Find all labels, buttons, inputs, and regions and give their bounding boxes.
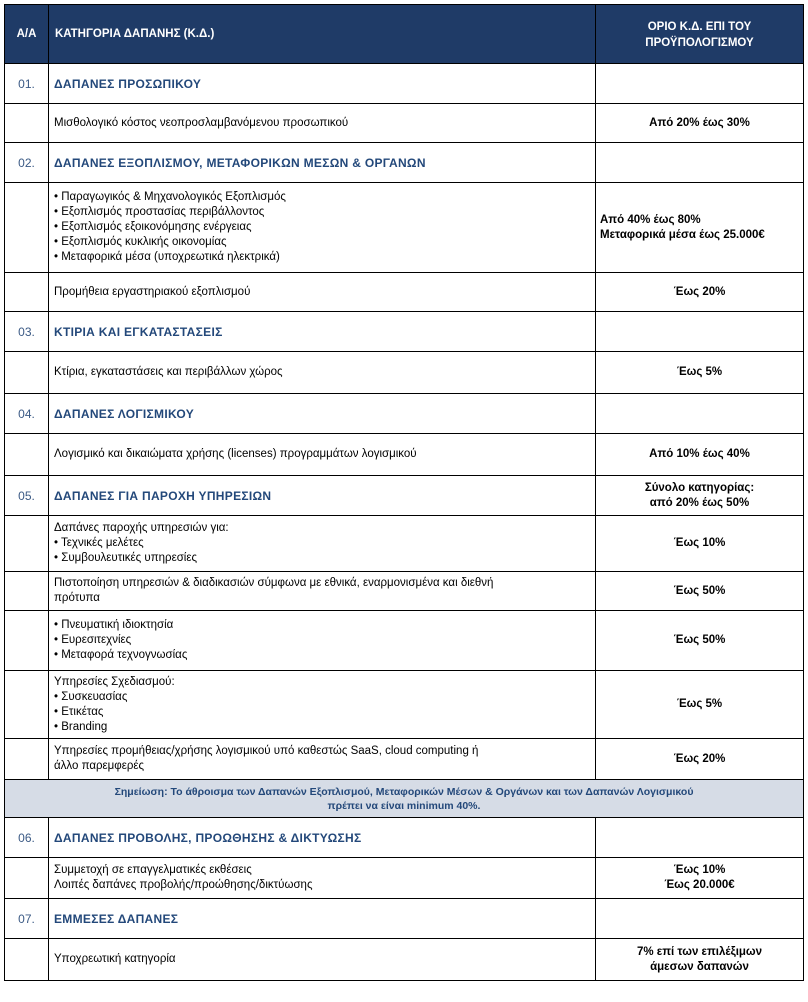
empty-cell xyxy=(5,671,49,739)
expense-limit: Έως 10% xyxy=(596,516,804,572)
empty-cell xyxy=(5,939,49,981)
category-row-03 xyxy=(5,312,804,352)
table-row xyxy=(5,516,804,572)
header-limit-line2: ΠΡΟΫΠΟΛΟΓΙΣΜΟΥ xyxy=(645,37,754,49)
note-line2: πρέπει να είναι minimum 40%. xyxy=(327,799,481,812)
header-limit-line1: ΟΡΙΟ Κ.Δ. ΕΠΙ ΤΟΥ xyxy=(647,21,752,33)
category-number: 06. xyxy=(5,818,49,858)
expense-table-container xyxy=(4,4,803,981)
list-item: • Branding xyxy=(54,720,108,733)
list-item: • Μεταφορικά μέσα (υποχρεωτικά ηλεκτρικά) xyxy=(54,251,280,263)
category-number: 01. xyxy=(5,64,49,104)
expense-description xyxy=(49,611,596,671)
category-limit-line2: από 20% έως 50% xyxy=(649,496,750,509)
category-limit xyxy=(596,312,804,352)
description-line: Δαπάνες παροχής υπηρεσιών για: xyxy=(54,522,229,534)
category-title: ΔΑΠΑΝΕΣ ΠΡΟΒΟΛΗΣ, ΠΡΟΩΘΗΣΗΣ & ΔΙΚΤΥΩΣΗΣ xyxy=(49,818,596,858)
category-title: ΔΑΠΑΝΕΣ ΛΟΓΙΣΜΙΚΟΥ xyxy=(49,394,596,434)
expense-description: Υποχρεωτική κατηγορία xyxy=(49,939,596,981)
table-row xyxy=(5,611,804,671)
table-row xyxy=(5,352,804,394)
empty-cell xyxy=(5,434,49,476)
expense-description xyxy=(49,183,596,273)
list-item: • Ετικέτας xyxy=(54,705,104,718)
description-line: Λοιπές δαπάνες προβολής/προώθησης/δικτύωσης xyxy=(54,879,313,891)
expense-limit: Έως 50% xyxy=(596,611,804,671)
category-title: ΔΑΠΑΝΕΣ ΓΙΑ ΠΑΡΟΧΗ ΥΠΗΡΕΣΙΩΝ xyxy=(49,476,596,516)
empty-cell xyxy=(5,273,49,312)
description-line: Πιστοποίηση υπηρεσιών & διαδικασιών σύμφωνα με εθνικά, εναρμονισμένα και διεθνή xyxy=(54,577,494,589)
list-item: • Συσκευασίας xyxy=(54,690,128,703)
expense-description xyxy=(49,671,596,739)
category-number: 05. xyxy=(5,476,49,516)
expense-limit-line2: Έως 20.000€ xyxy=(664,879,735,891)
description-line: πρότυπα xyxy=(54,592,100,604)
category-title: ΕΜΜΕΣΕΣ ΔΑΠΑΝΕΣ xyxy=(49,899,596,939)
note-line1: Σημείωση: Το άθροισμα των Δαπανών Εξοπλισμού, Μεταφορικών Μέσων & Οργάνων και των Δαπανών Λογισμικού xyxy=(114,785,694,798)
empty-cell xyxy=(5,858,49,899)
list-item: • Εξοπλισμός εξοικονόμησης ενέργειας xyxy=(54,221,252,233)
expense-description: Προμήθεια εργαστηριακού εξοπλισμού xyxy=(49,273,596,312)
expense-description xyxy=(49,739,596,780)
category-row-04 xyxy=(5,394,804,434)
expense-description: Κτίρια, εγκαταστάσεις και περιβάλλων χώρος xyxy=(49,352,596,394)
category-limit xyxy=(596,818,804,858)
description-line: Συμμετοχή σε επαγγελματικές εκθέσεις xyxy=(54,864,252,876)
category-row-02 xyxy=(5,143,804,183)
expense-limit-line2: Μεταφορικά μέσα έως 25.000€ xyxy=(600,228,765,241)
empty-cell xyxy=(5,739,49,780)
table-row xyxy=(5,104,804,143)
table-row xyxy=(5,739,804,780)
expense-limit: Από 10% έως 40% xyxy=(596,434,804,476)
table-row xyxy=(5,939,804,981)
expense-description: Λογισμικό και δικαιώματα χρήσης (licenses) προγραμμάτων λογισμικού xyxy=(49,434,596,476)
empty-cell xyxy=(5,183,49,273)
header-limit xyxy=(596,5,804,64)
expense-limit-line2: άμεσων δαπανών xyxy=(650,960,749,973)
list-item: • Πνευματική ιδιοκτησία xyxy=(54,619,174,631)
table-header-row xyxy=(5,5,804,64)
category-limit xyxy=(596,899,804,939)
category-title: ΚΤΙΡΙΑ ΚΑΙ ΕΓΚΑΤΑΣΤΑΣΕΙΣ xyxy=(49,312,596,352)
list-item: • Παραγωγικός & Μηχανολογικός Εξοπλισμός xyxy=(54,191,286,203)
table-row xyxy=(5,434,804,476)
table-row xyxy=(5,671,804,739)
list-item: • Συμβουλευτικές υπηρεσίες xyxy=(54,552,198,564)
expense-limit: Έως 5% xyxy=(596,671,804,739)
expense-limit: Έως 20% xyxy=(596,739,804,780)
header-aa: Α/Α xyxy=(5,5,49,64)
expense-description: Μισθολογικό κόστος νεοπροσλαμβανόμενου προσωπικού xyxy=(49,104,596,143)
list-item: • Τεχνικές μελέτες xyxy=(54,537,144,549)
expense-limit xyxy=(596,858,804,899)
expense-limit: Έως 5% xyxy=(596,352,804,394)
empty-cell xyxy=(5,572,49,611)
expense-limit-line1: Από 40% έως 80% xyxy=(600,213,701,226)
category-title: ΔΑΠΑΝΕΣ ΠΡΟΣΩΠΙΚΟΥ xyxy=(49,64,596,104)
category-limit xyxy=(596,64,804,104)
expense-limit xyxy=(596,939,804,981)
note-text xyxy=(5,780,804,818)
category-row-05 xyxy=(5,476,804,516)
category-limit xyxy=(596,394,804,434)
description-line: Υπηρεσίες προμήθειας/χρήσης λογισμικού υπό καθεστώς SaaS, cloud computing ή xyxy=(54,745,479,757)
expense-description xyxy=(49,858,596,899)
category-limit-line1: Σύνολο κατηγορίας: xyxy=(644,481,755,494)
category-limit xyxy=(596,143,804,183)
empty-cell xyxy=(5,516,49,572)
category-row-07 xyxy=(5,899,804,939)
expense-limit: Έως 20% xyxy=(596,273,804,312)
empty-cell xyxy=(5,352,49,394)
expense-description xyxy=(49,516,596,572)
table-row xyxy=(5,273,804,312)
category-number: 07. xyxy=(5,899,49,939)
category-row-06 xyxy=(5,818,804,858)
expense-limit-line1: Έως 10% xyxy=(673,864,726,876)
category-row-01 xyxy=(5,64,804,104)
header-category: ΚΑΤΗΓΟΡΙΑ ΔΑΠΑΝΗΣ (Κ.Δ.) xyxy=(49,5,596,64)
description-line: Υπηρεσίες Σχεδιασμού: xyxy=(54,675,175,688)
category-number: 02. xyxy=(5,143,49,183)
table-row xyxy=(5,858,804,899)
category-number: 03. xyxy=(5,312,49,352)
expense-categories-table xyxy=(4,4,804,981)
empty-cell xyxy=(5,104,49,143)
note-row xyxy=(5,780,804,818)
empty-cell xyxy=(5,611,49,671)
expense-limit-line1: 7% επί των επιλέξιμων xyxy=(636,945,763,958)
expense-description xyxy=(49,572,596,611)
category-limit xyxy=(596,476,804,516)
expense-limit: Έως 50% xyxy=(596,572,804,611)
list-item: • Μεταφορά τεχνογνωσίας xyxy=(54,649,188,661)
list-item: • Ευρεσιτεχνίες xyxy=(54,634,132,646)
category-number: 04. xyxy=(5,394,49,434)
description-line: άλλο παρεμφερές xyxy=(54,760,145,772)
table-row xyxy=(5,572,804,611)
list-item: • Εξοπλισμός κυκλικής οικονομίας xyxy=(54,236,227,248)
expense-limit: Από 20% έως 30% xyxy=(596,104,804,143)
table-row xyxy=(5,183,804,273)
expense-limit xyxy=(596,183,804,273)
category-title: ΔΑΠΑΝΕΣ ΕΞΟΠΛΙΣΜΟΥ, ΜΕΤΑΦΟΡΙΚΩΝ ΜΕΣΩΝ & ΟΡΓΑΝΩΝ xyxy=(49,143,596,183)
list-item: • Εξοπλισμός προστασίας περιβάλλοντος xyxy=(54,206,265,218)
